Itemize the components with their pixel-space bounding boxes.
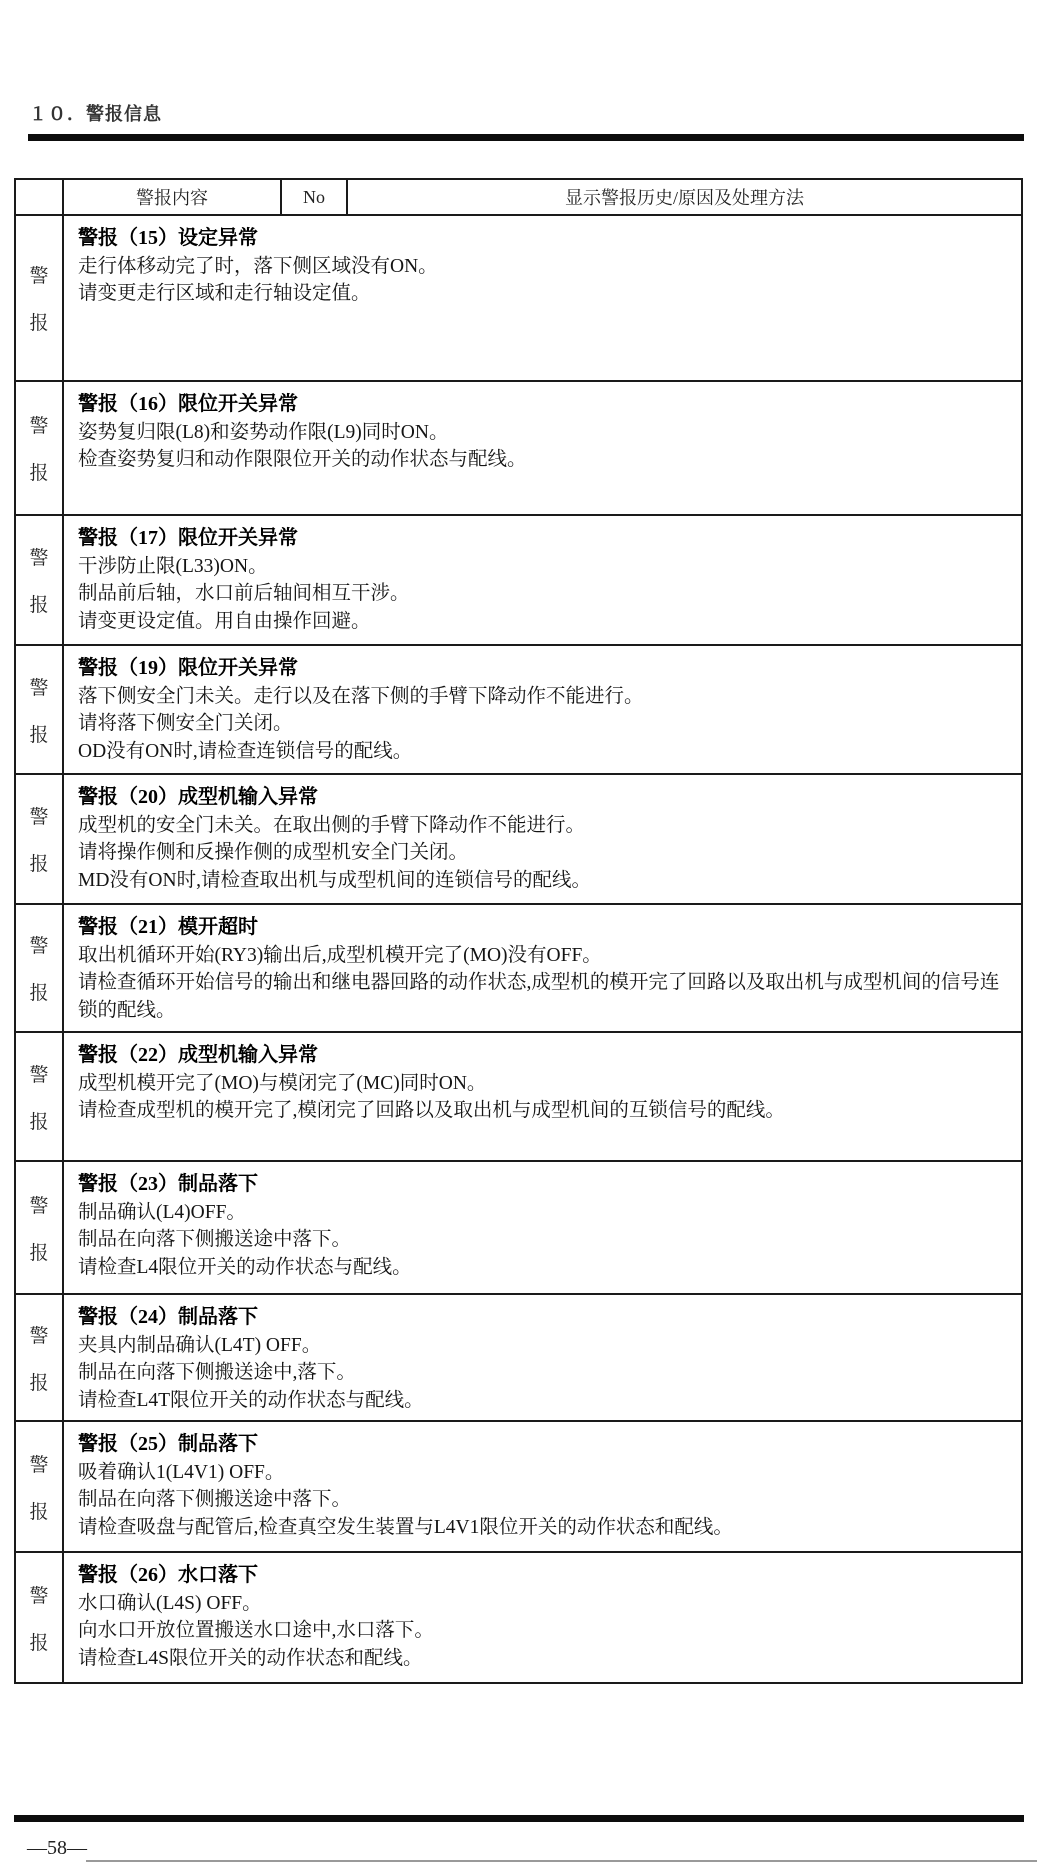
alarm-row-body — [64, 1295, 1021, 1420]
alarm-row-label — [16, 1553, 64, 1682]
row-label-char-top: 警 — [29, 807, 49, 828]
alarm-line: 请变更设定值。用自由操作回避。 — [78, 610, 371, 632]
table-row-alarm-16 — [16, 382, 1021, 516]
row-label-char-bottom: 报 — [29, 724, 49, 746]
row-label-char-bottom: 报 — [29, 983, 49, 1004]
row-label-char-top: 警 — [29, 1195, 49, 1217]
table-header-row — [16, 180, 1021, 216]
alarm-row-body — [64, 516, 1021, 644]
alarm-title: 警报（15）设定异常 — [78, 227, 258, 249]
header-cell-no: No — [282, 180, 348, 214]
alarm-row-body — [64, 646, 1021, 773]
table-body — [16, 216, 1021, 1682]
alarm-line: 请检查成型机的模开完了,模闭完了回路以及取出机与成型机间的互锁信号的配线。 — [78, 1100, 785, 1121]
table-row-alarm-22 — [16, 1033, 1021, 1162]
alarm-line: 吸着确认1(L4V1) OFF。 — [78, 1461, 285, 1483]
alarm-line: 干涉防止限(L33)ON。 — [78, 555, 268, 577]
alarm-row-label — [16, 382, 64, 514]
table-row-alarm-20 — [16, 775, 1021, 905]
row-label-char-bottom: 报 — [29, 1372, 49, 1394]
alarm-line: 请将落下侧安全门关闭。 — [78, 713, 293, 734]
alarm-row-label — [16, 1295, 64, 1420]
alarm-row-body — [64, 905, 1021, 1031]
row-label-char-bottom: 报 — [29, 854, 49, 875]
alarm-line: 取出机循环开始(RY3)输出后,成型机模开完了(MO)没有OFF。 — [78, 944, 602, 966]
alarm-line: OD没有ON时,请检查连锁信号的配线。 — [78, 740, 413, 762]
alarm-row-body — [64, 382, 1021, 514]
row-label-char-bottom: 报 — [29, 1242, 49, 1264]
alarm-title: 警报（21）模开超时 — [78, 916, 258, 938]
alarm-line: 制品在向落下侧搬送途中落下。 — [78, 1229, 352, 1250]
alarm-row-body — [64, 1422, 1021, 1551]
row-label-char-bottom: 报 — [29, 1632, 49, 1654]
alarm-line: 成型机模开完了(MO)与模闭完了(MC)同时ON。 — [78, 1072, 487, 1094]
alarm-line: 夹具内制品确认(L4T) OFF。 — [78, 1334, 322, 1356]
table-row-alarm-23 — [16, 1162, 1021, 1295]
alarm-title: 警报（26）水口落下 — [78, 1564, 258, 1586]
header-cell-history: 显示警报历史/原因及处理方法 — [565, 188, 804, 208]
table-row-alarm-15 — [16, 216, 1021, 382]
alarm-title: 警报（23）制品落下 — [78, 1173, 258, 1195]
row-label-char-bottom: 报 — [29, 1111, 49, 1133]
alarm-table — [14, 178, 1023, 1684]
alarm-line: 请将操作侧和反操作侧的成型机安全门关闭。 — [78, 842, 469, 863]
page-title: １０．警报信息 — [29, 104, 162, 124]
alarm-line: 请检查吸盘与配管后,检查真空发生装置与L4V1限位开关的动作状态和配线。 — [78, 1516, 733, 1538]
table-row-alarm-21 — [16, 905, 1021, 1033]
alarm-row-label — [16, 1033, 64, 1160]
row-label-char-bottom: 报 — [29, 463, 49, 484]
alarm-title: 警报（20）成型机输入异常 — [78, 786, 318, 808]
alarm-line: 姿势复归限(L8)和姿势动作限(L9)同时ON。 — [78, 421, 449, 443]
alarm-line: 制品在向落下侧搬送途中,落下。 — [78, 1362, 356, 1383]
alarm-row-label — [16, 1422, 64, 1551]
alarm-title: 警报（16）限位开关异常 — [78, 393, 298, 415]
row-label-char-bottom: 报 — [29, 1501, 49, 1523]
alarm-line: 请检查循环开始信号的输出和继电器回路的动作状态,成型机的模开完了回路以及取出机与成型机间的信号连锁的配线。 — [78, 972, 1000, 1021]
alarm-title: 警报（22）成型机输入异常 — [78, 1044, 318, 1066]
alarm-line: 成型机的安全门未关。在取出侧的手臂下降动作不能进行。 — [78, 814, 586, 836]
header-rule — [28, 134, 1024, 141]
alarm-row-label — [16, 516, 64, 644]
alarm-line: 请检查L4S限位开关的动作状态和配线。 — [78, 1647, 423, 1669]
alarm-line: 制品前后轴，水口前后轴间相互干涉。 — [78, 583, 410, 604]
table-row-alarm-26 — [16, 1553, 1021, 1682]
row-label-char-top: 警 — [29, 1585, 49, 1607]
page-number: —58— — [27, 1837, 87, 1859]
alarm-line: 水口确认(L4S) OFF。 — [78, 1592, 262, 1614]
alarm-title: 警报（25）制品落下 — [78, 1433, 258, 1455]
table-row-alarm-24 — [16, 1295, 1021, 1422]
alarm-title: 警报（17）限位开关异常 — [78, 527, 298, 549]
header-cell-blank — [16, 180, 64, 214]
alarm-row-body — [64, 775, 1021, 903]
alarm-line: 制品在向落下侧搬送途中落下。 — [78, 1489, 352, 1510]
alarm-line: 请检查L4T限位开关的动作状态与配线。 — [78, 1389, 424, 1411]
alarm-row-label — [16, 646, 64, 773]
alarm-row-label — [16, 1162, 64, 1293]
alarm-row-label — [16, 905, 64, 1031]
alarm-row-body — [64, 216, 1021, 380]
alarm-row-body — [64, 1162, 1021, 1293]
alarm-line: 检查姿势复归和动作限限位开关的动作状态与配线。 — [78, 449, 527, 470]
alarm-row-label — [16, 775, 64, 903]
row-label-char-top: 警 — [29, 936, 49, 957]
row-label-char-top: 警 — [29, 416, 49, 437]
alarm-line: 向水口开放位置搬送水口途中,水口落下。 — [78, 1620, 434, 1641]
alarm-line: 制品确认(L4)OFF。 — [78, 1201, 246, 1223]
row-label-char-top: 警 — [29, 1454, 49, 1476]
alarm-title: 警报（24）制品落下 — [78, 1306, 258, 1328]
alarm-line: 走行体移动完了时，落下侧区域没有ON。 — [78, 255, 438, 277]
row-label-char-top: 警 — [29, 1064, 49, 1086]
alarm-line: MD没有ON时,请检查取出机与成型机间的连锁信号的配线。 — [78, 869, 591, 891]
alarm-row-body — [64, 1553, 1021, 1682]
alarm-line: 请变更走行区域和走行轴设定值。 — [78, 283, 371, 304]
table-row-alarm-19 — [16, 646, 1021, 775]
row-label-char-top: 警 — [29, 548, 49, 569]
footer-rule — [14, 1815, 1024, 1822]
table-row-alarm-17 — [16, 516, 1021, 646]
row-label-char-top: 警 — [29, 266, 49, 287]
footer-baseline — [86, 1860, 1037, 1862]
alarm-row-label — [16, 216, 64, 380]
row-label-char-top: 警 — [29, 1325, 49, 1347]
alarm-row-body — [64, 1033, 1021, 1160]
row-label-char-bottom: 报 — [29, 313, 49, 334]
row-label-char-top: 警 — [29, 677, 49, 699]
alarm-line: 落下侧安全门未关。走行以及在落下侧的手臂下降动作不能进行。 — [78, 685, 644, 707]
alarm-title: 警报（19）限位开关异常 — [78, 657, 298, 679]
header-cell-alarm-content: 警报内容 — [64, 180, 282, 214]
row-label-char-bottom: 报 — [29, 595, 49, 616]
table-row-alarm-25 — [16, 1422, 1021, 1553]
alarm-line: 请检查L4限位开关的动作状态与配线。 — [78, 1256, 412, 1278]
